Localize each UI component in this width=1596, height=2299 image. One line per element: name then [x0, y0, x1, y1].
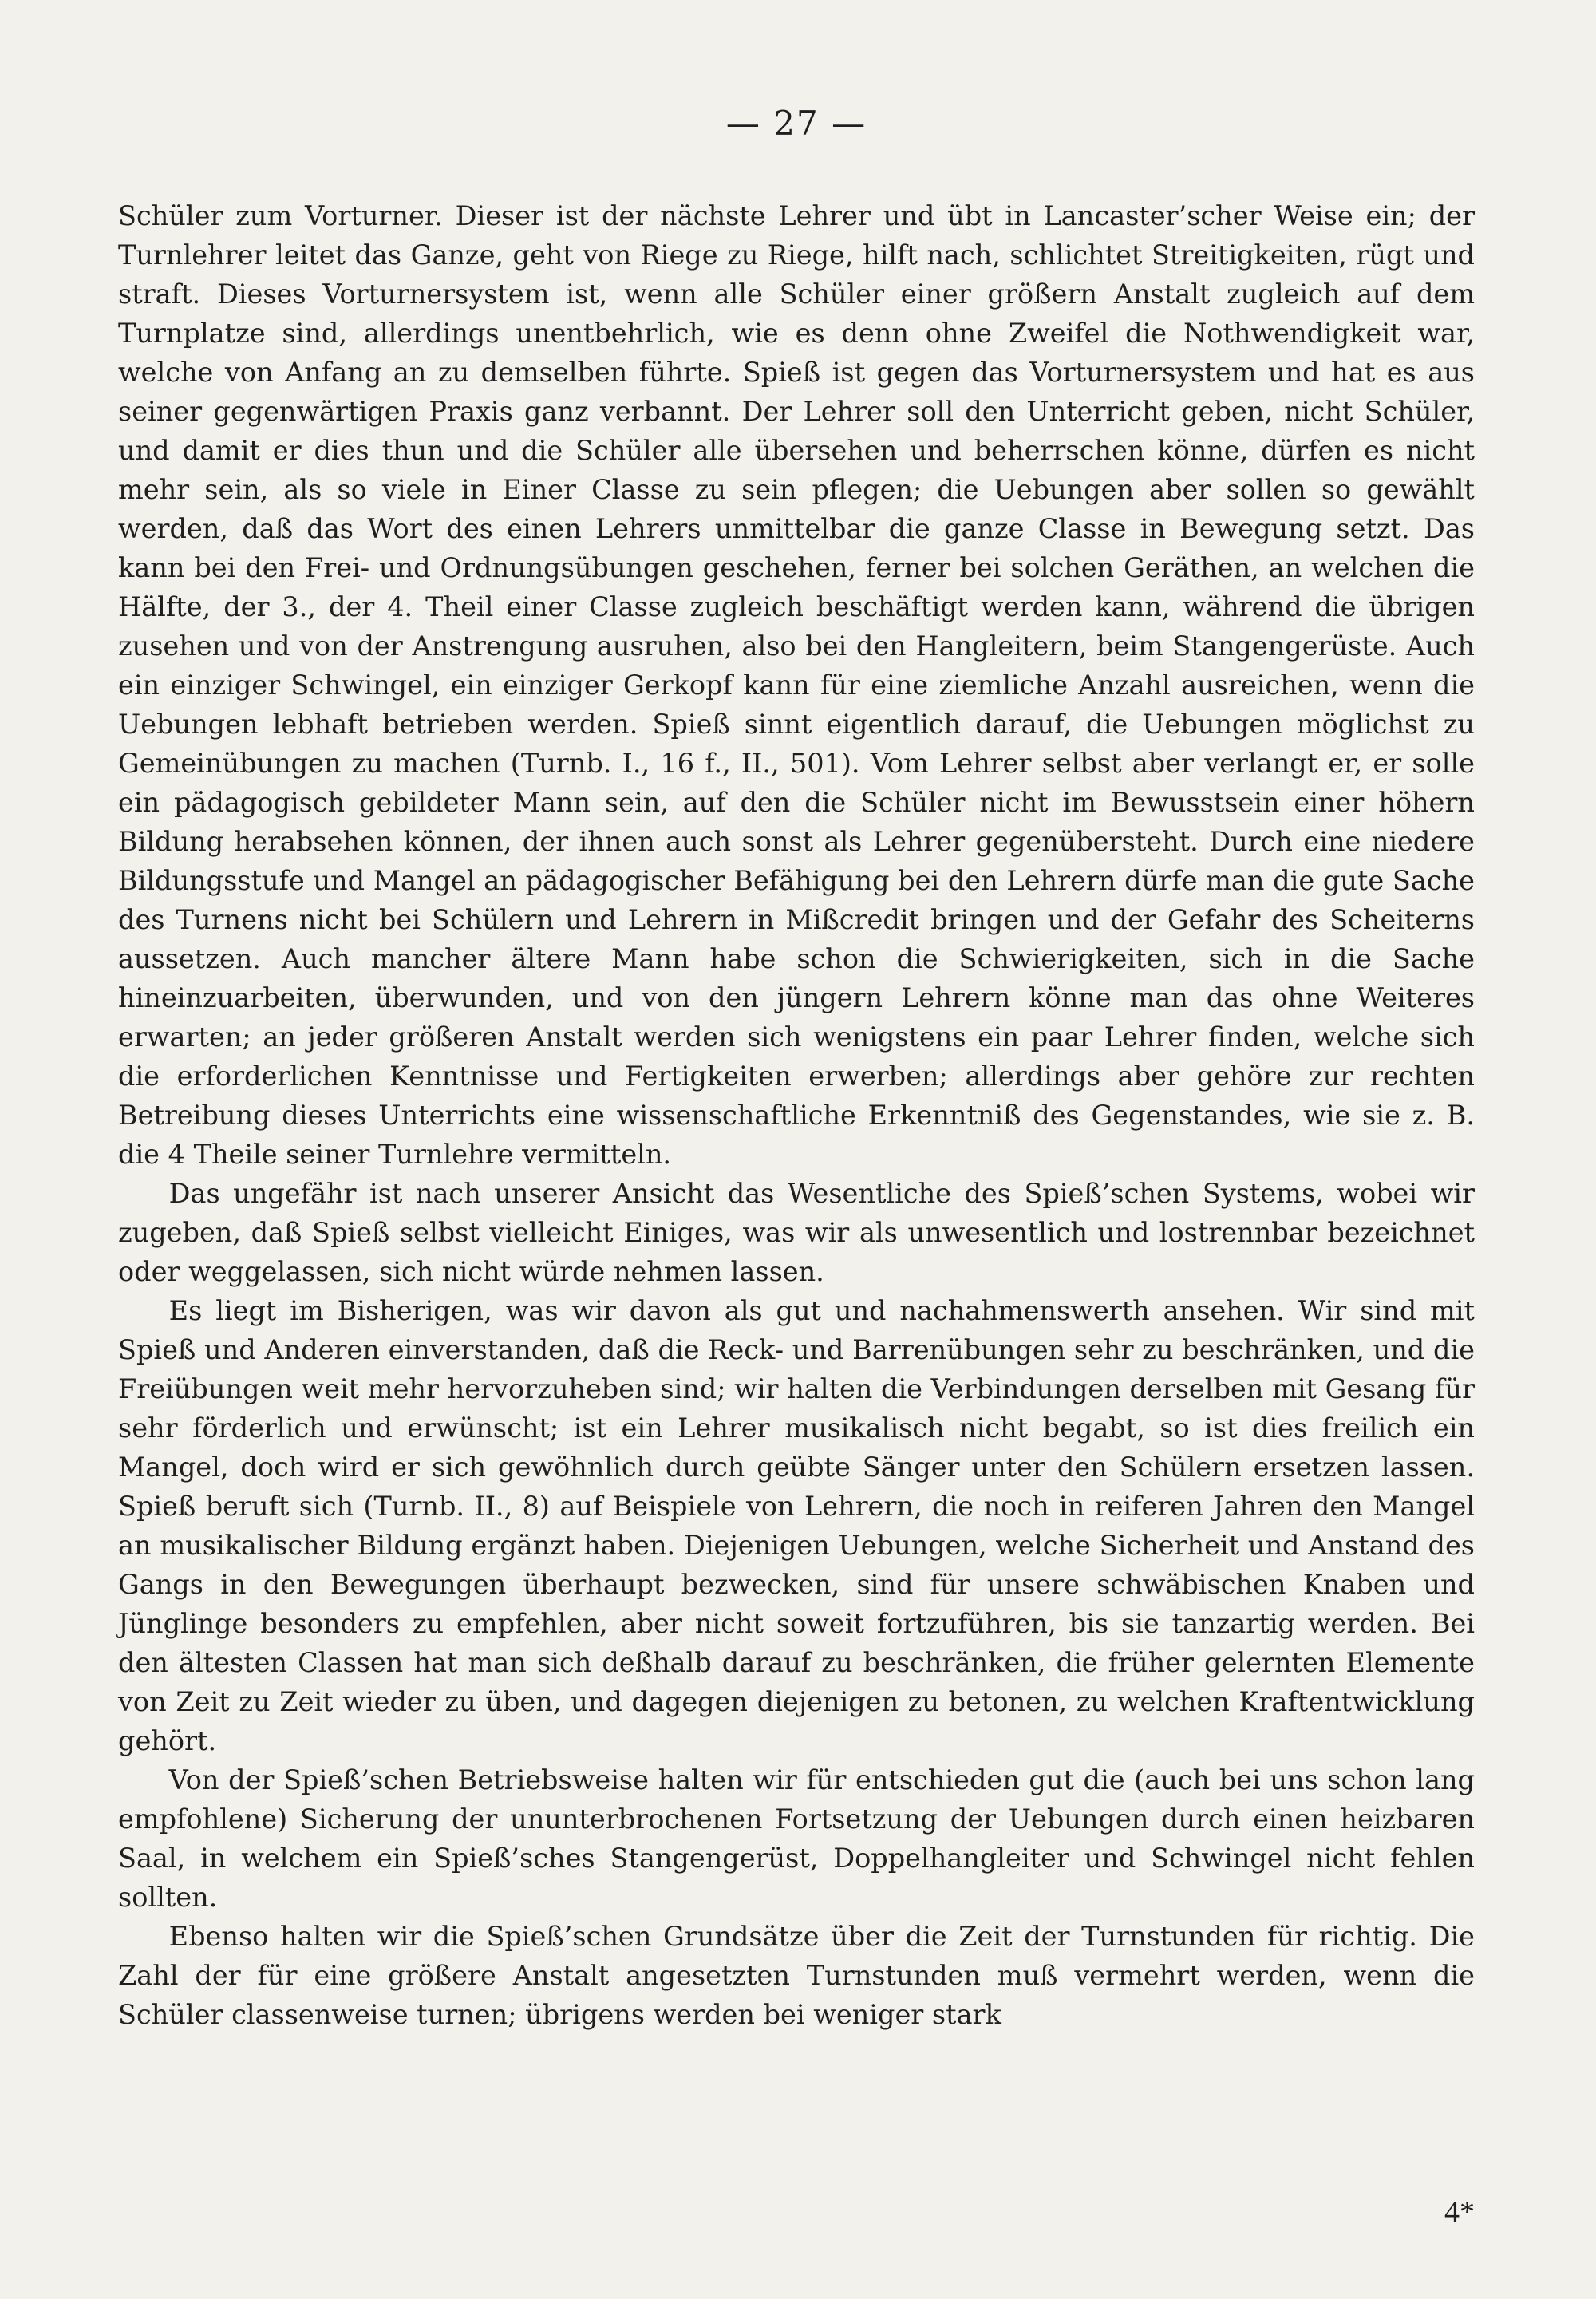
paragraph-4: Von der Spieß’schen Betriebsweise halten wir für entschieden gut die (auch bei uns schon lang empfohlene) Sicherung der ununterbrochenen Fortsetzung der Uebungen durch einen heizbaren Saal, in welchem ein Spieß’sches Stangengerüst, Doppelhangleiter und Schwingel nicht fehlen sollten. — [118, 1764, 1475, 1913]
paragraph-5: Ebenso halten wir die Spieß’schen Grundsätze über die Zeit der Turnstunden für richtig. Die Zahl der für eine größere Anstalt angesetzten Turnstunden muß vermehrt werden, wenn die Schüler classenweise turnen; übrigens werden bei weniger stark — [118, 1921, 1475, 2030]
paragraph-1: Schüler zum Vorturner. Dieser ist der nächste Lehrer und übt in Lancaster’scher Weise ein; der Turnlehrer leitet das Ganze, geht von Riege zu Riege, hilft nach, schlichtet Streitigkeiten, rügt und straft. Dieses Vorturnersystem ist, wenn alle Schüler einer größern Anstalt zugleich auf dem Turnplatze sind, allerdings unentbehrlich, wie es denn ohne Zweifel die Nothwendigkeit war, welche von Anfang an zu demselben führte. Spieß ist gegen das Vorturnersystem und hat es aus seiner gegenwärtigen Praxis ganz verbannt. Der Lehrer soll den Unterricht geben, nicht Schüler, und damit er dies thun und die Schüler alle übersehen und beherrschen könne, dürfen es nicht mehr sein, als so viele in Einer Classe zu sein pflegen; die Uebungen aber sollen so gewählt werden, daß das Wort des einen Lehrers unmittelbar die ganze Classe in Bewegung setzt. Das kann bei den Frei- und Ordnungsübungen geschehen, ferner bei solchen Geräthen, an welchen die Hälfte, der 3., der 4. Theil einer Classe zugleich beschäftigt werden kann, während die übrigen zusehen und von der Anstrengung ausruhen, also bei den Hangleitern, beim Stangengerüste. Auch ein einziger Schwingel, ein einziger Gerkopf kann für eine ziemliche Anzahl ausreichen, wenn die Uebungen lebhaft betrieben werden. Spieß sinnt eigentlich darauf, die Uebungen möglichst zu Gemeinübungen zu machen (Turnb. I., 16 f., II., 501). Vom Lehrer selbst aber verlangt er, er solle ein pädagogisch gebildeter Mann sein, auf den die Schüler nicht im Bewusstsein einer höhern Bildung herabsehen können, der ihnen auch sonst als Lehrer gegenübersteht. Durch eine niedere Bildungsstufe und Mangel an pädagogischer Befähigung bei den Lehrern dürfe man die gute Sache des Turnens nicht bei Schülern und Lehrern in Mißcredit bringen und der Gefahr des Scheiterns aussetzen. Auch mancher ältere Mann habe schon die Schwierigkeiten, sich in die Sache hineinzuarbeiten, überwunden, und von den jüngern Lehrern könne man das ohne Weiteres erwarten; an jeder größeren Anstalt werden sich wenigstens ein paar Lehrer finden, welche sich die erforderlichen Kenntnisse und Fertigkeiten erwerben; allerdings aber gehöre zur rechten Betreibung dieses Unterrichts eine wissenschaftliche Erkenntniß des Gegenstandes, wie sie z. B. die 4 Theile seiner Turnlehre vermitteln. — [118, 200, 1475, 1170]
signature-mark: 4* — [1444, 2195, 1475, 2229]
book-page — [118, 96, 1475, 2250]
body-text — [118, 196, 1475, 2034]
paragraph-2: Das ungefähr ist nach unserer Ansicht das Wesentliche des Spieß’schen Systems, wobei wir zugeben, daß Spieß selbst vielleicht Einiges, was wir als unwesentlich und lostrennbar bezeichnet oder weggelassen, sich nicht würde nehmen lassen. — [118, 1178, 1475, 1287]
page-number: — 27 — — [725, 104, 867, 143]
paragraph-3: Es liegt im Bisherigen, was wir davon als gut und nachahmenswerth ansehen. Wir sind mit Spieß und Anderen einverstanden, daß die Reck- und Barrenübungen sehr zu beschränken, und die Freiübungen weit mehr hervorzuheben sind; wir halten die Verbindungen derselben mit Gesang für sehr förderlich und erwünscht; ist ein Lehrer musikalisch nicht begabt, so ist dies freilich ein Mangel, doch wird er sich gewöhnlich durch geübte Sänger unter den Schülern ersetzen lassen. Spieß beruft sich (Turnb. II., 8) auf Beispiele von Lehrern, die noch in reiferen Jahren den Mangel an musikalischer Bildung ergänzt haben. Diejenigen Uebungen, welche Sicherheit und Anstand des Gangs in den Bewegungen überhaupt bezwecken, sind für unsere schwäbischen Knaben und Jünglinge besonders zu empfehlen, aber nicht soweit fortzuführen, bis sie tanzartig werden. Bei den ältesten Classen hat man sich deßhalb darauf zu beschränken, die früher gelernten Elemente von Zeit zu Zeit wieder zu üben, und dagegen diejenigen zu betonen, zu welchen Kraftentwicklung gehört. — [118, 1295, 1475, 1756]
